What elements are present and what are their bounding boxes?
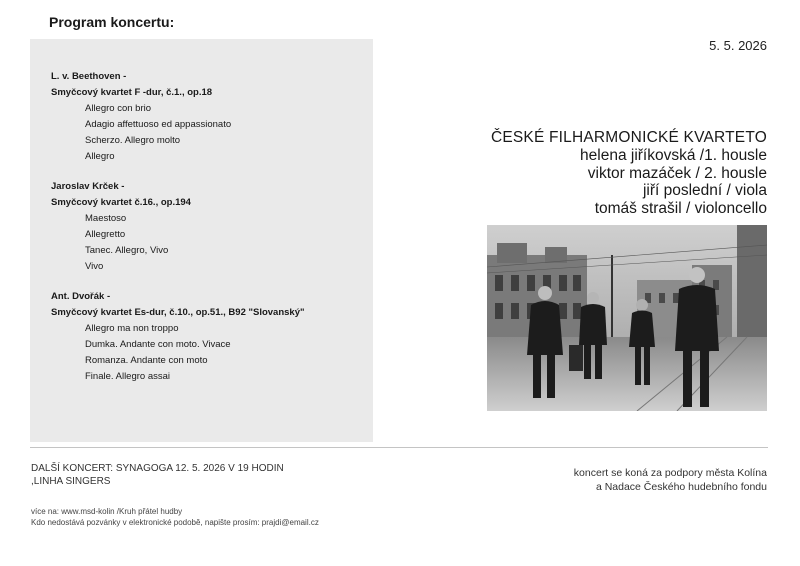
movement-item: Tanec. Allegro, Vivo	[85, 245, 169, 256]
composer-name: Ant. Dvořák -	[51, 291, 111, 302]
sponsor-line: a Nadace Českého hudebního fondu	[595, 481, 767, 493]
movement-item: Scherzo. Allegro molto	[85, 135, 181, 146]
ensemble-photo	[487, 225, 767, 411]
next-concert-line1	[31, 463, 284, 476]
website-line: více na: www.msd-kolin /Kruh přátel hudby	[31, 507, 183, 516]
next-concert-label: DALŠÍ KONCERT:	[31, 463, 114, 474]
ensemble-photo-image	[487, 225, 767, 411]
movement-list	[51, 101, 371, 165]
next-concert-info	[31, 463, 284, 488]
work-title: Smyčcový kvartet F -dur, č.1., op.18	[51, 87, 213, 98]
work-title: Smyčcový kvartet č.16., op.194	[51, 197, 191, 208]
movement-list	[51, 321, 371, 385]
next-concert-venue-date: SYNAGOGA 12. 5. 2026 V 19 HODIN	[115, 463, 284, 474]
movement-item: Adagio affettuoso ed appassionato	[85, 119, 232, 130]
movement-item: Allegretto	[85, 229, 126, 240]
ensemble-member: viktor mazáček / 2. housle	[587, 164, 767, 182]
program-panel	[30, 39, 373, 442]
movement-item: Allegro ma non troppo	[85, 323, 179, 334]
movement-item: Finale. Allegro assai	[85, 371, 171, 382]
program-heading: Program koncertu:	[49, 14, 175, 30]
movement-item: Romanza. Andante con moto	[85, 355, 208, 366]
contact-line: Kdo nedostává pozvánky v elektronické podobě, napište prosím: prajdi@email.cz	[31, 518, 319, 527]
sponsor-info	[574, 466, 767, 494]
next-concert-performer: ,LINHA SINGERS	[31, 475, 111, 487]
movement-item: Allegro con brio	[85, 103, 152, 114]
footer-info	[31, 506, 319, 528]
movement-item: Maestoso	[85, 213, 127, 224]
ensemble-member: helena jiříkovská /1. housle	[580, 147, 767, 164]
work-title: Smyčcový kvartet Es-dur, č.10., op.51., B92 "Slovanský"	[51, 307, 305, 318]
program-item-beethoven	[51, 69, 371, 165]
composer-name: Jaroslav Krček -	[51, 181, 125, 192]
ensemble-name: ČESKÉ FILHARMONICKÉ KVARTETO	[490, 129, 767, 146]
concert-date: 5. 5. 2026	[709, 38, 767, 53]
movement-item: Allegro	[85, 151, 115, 162]
movement-item: Vivo	[85, 261, 104, 272]
ensemble-info	[491, 129, 767, 217]
program-item-krcek	[51, 179, 371, 275]
movement-item: Dumka. Andante con moto. Vivace	[85, 339, 231, 350]
ensemble-member: tomáš strašil / violoncello	[594, 199, 767, 217]
divider-line	[30, 447, 768, 448]
program-item-dvorak	[51, 289, 371, 385]
movement-list	[51, 211, 371, 275]
composer-name: L. v. Beethoven -	[51, 71, 127, 82]
sponsor-line: koncert se koná za podpory města Kolína	[573, 467, 767, 479]
ensemble-member: jiří poslední / viola	[642, 182, 767, 199]
